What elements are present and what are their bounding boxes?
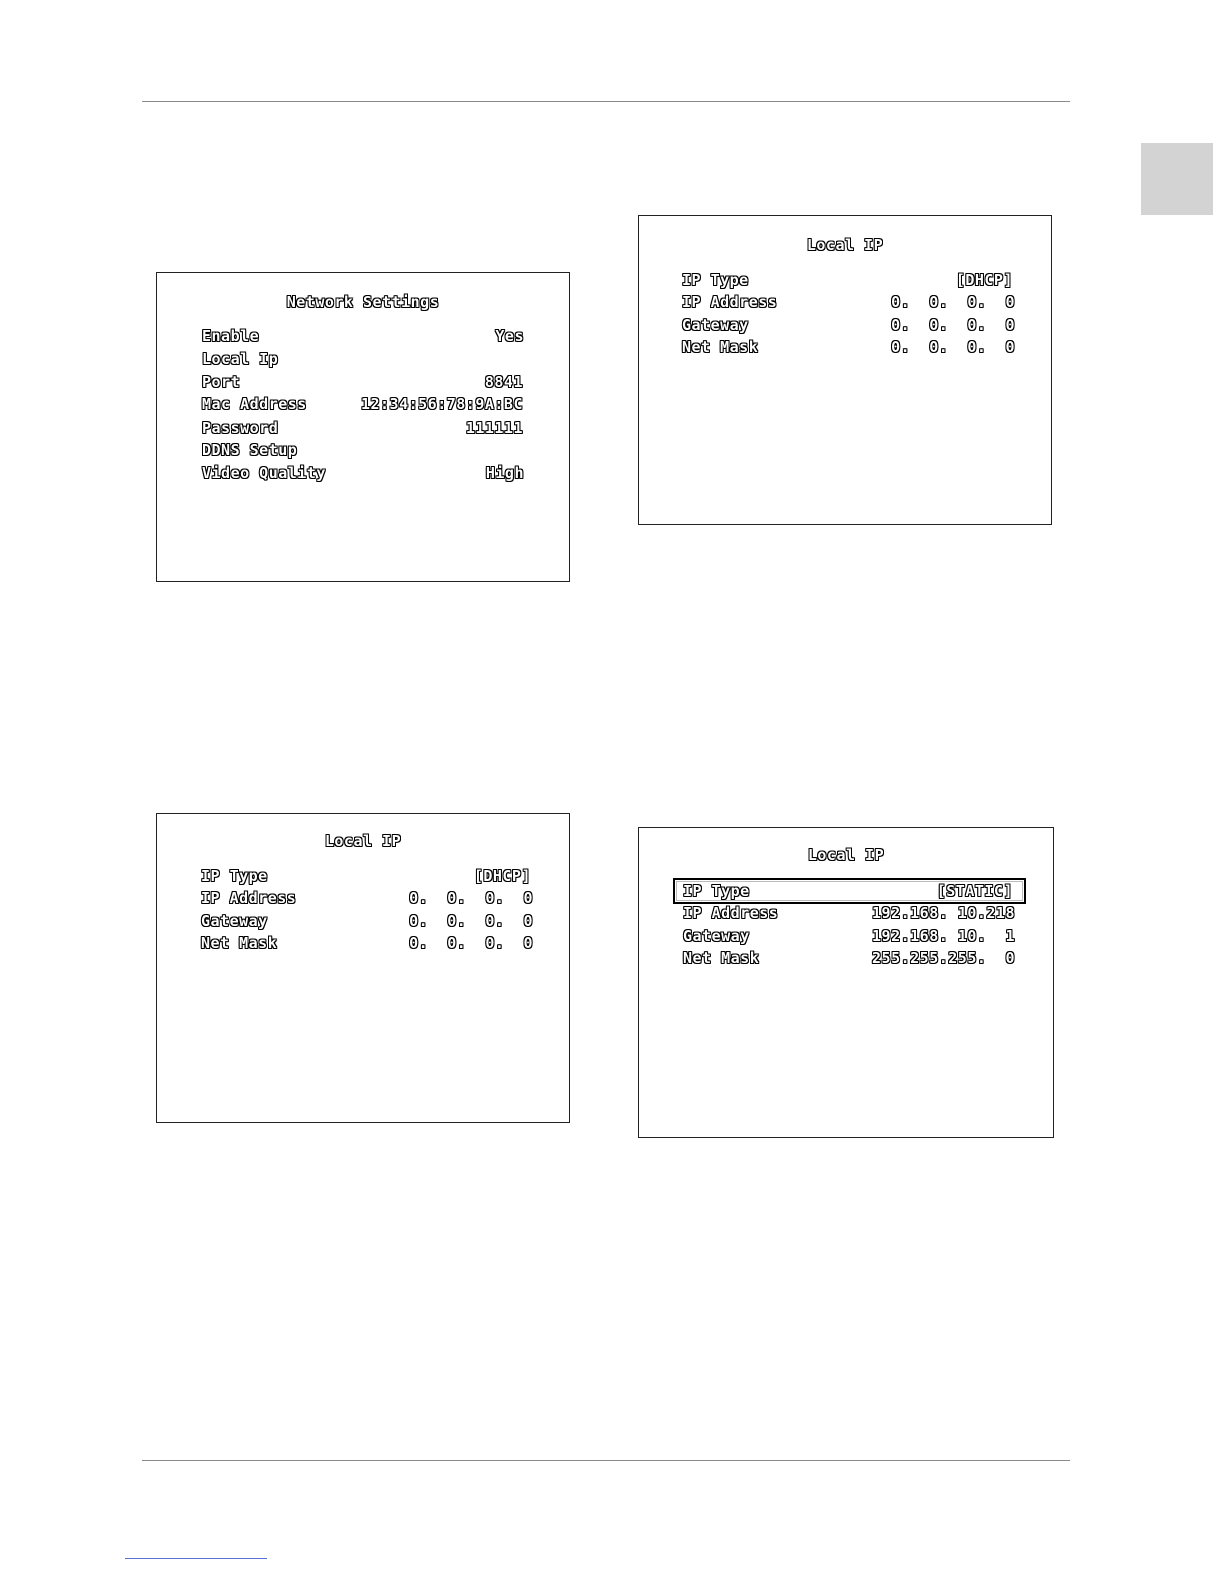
network-settings-title: Network Settings: [286, 293, 440, 311]
local-ip-dhcp-screen-a: [638, 215, 1052, 525]
ip-type-label[interactable]: IP Type: [201, 867, 268, 885]
net-mask-label[interactable]: Net Mask: [201, 934, 278, 952]
ip-address-value[interactable]: 0. 0. 0. 0: [409, 889, 533, 907]
password-value[interactable]: 111111: [465, 419, 523, 437]
gateway-label[interactable]: Gateway: [683, 927, 750, 945]
enable-value[interactable]: Yes: [495, 327, 524, 345]
gateway-value[interactable]: 0. 0. 0. 0: [891, 316, 1015, 334]
net-mask-value[interactable]: 0. 0. 0. 0: [891, 338, 1015, 356]
ip-type-value[interactable]: [DHCP]: [473, 867, 531, 885]
footer-rule: [142, 1460, 1070, 1461]
gateway-value[interactable]: 192.168. 10. 1: [872, 927, 1015, 945]
video-quality-label[interactable]: Video Quality: [202, 464, 326, 482]
gateway-label[interactable]: Gateway: [682, 316, 749, 334]
header-rule: [142, 101, 1070, 102]
chapter-tab: [1141, 143, 1213, 215]
ip-type-label[interactable]: IP Type: [683, 882, 750, 900]
net-mask-value[interactable]: 255.255.255. 0: [872, 949, 1015, 967]
enable-label[interactable]: Enable: [202, 327, 260, 345]
video-quality-value[interactable]: High: [485, 464, 524, 482]
local-ip-menu-item[interactable]: Local Ip: [202, 350, 279, 368]
net-mask-value[interactable]: 0. 0. 0. 0: [409, 934, 533, 952]
gateway-label[interactable]: Gateway: [201, 912, 268, 930]
local-ip-title: Local IP: [324, 832, 402, 850]
ip-type-label[interactable]: IP Type: [682, 271, 749, 289]
ip-address-label[interactable]: IP Address: [682, 293, 778, 311]
mac-address-label: Mac Address: [202, 395, 307, 413]
port-value[interactable]: 8841: [484, 373, 523, 391]
network-settings-screen: [156, 272, 570, 582]
mac-address-value: 12:34:56:78:9A:BC: [360, 395, 523, 413]
ip-type-value[interactable]: [STATIC]: [936, 882, 1013, 900]
ddns-setup-menu-item[interactable]: DDNS Setup: [202, 441, 298, 459]
local-ip-dhcp-screen-b: [156, 813, 570, 1123]
ip-address-label[interactable]: IP Address: [683, 904, 779, 922]
local-ip-title: Local IP: [807, 846, 885, 864]
ip-address-value[interactable]: 0. 0. 0. 0: [891, 293, 1015, 311]
ip-address-value[interactable]: 192.168. 10.218: [872, 904, 1015, 922]
password-label[interactable]: Password: [202, 419, 279, 437]
local-ip-title: Local IP: [806, 236, 884, 254]
net-mask-label[interactable]: Net Mask: [682, 338, 759, 356]
ip-address-label[interactable]: IP Address: [201, 889, 297, 907]
gateway-value[interactable]: 0. 0. 0. 0: [409, 912, 533, 930]
net-mask-label[interactable]: Net Mask: [683, 949, 760, 967]
footer-link-underline: [125, 1558, 267, 1559]
port-label[interactable]: Port: [202, 373, 241, 391]
local-ip-static-screen: [638, 827, 1054, 1138]
ip-type-value[interactable]: [DHCP]: [955, 271, 1013, 289]
